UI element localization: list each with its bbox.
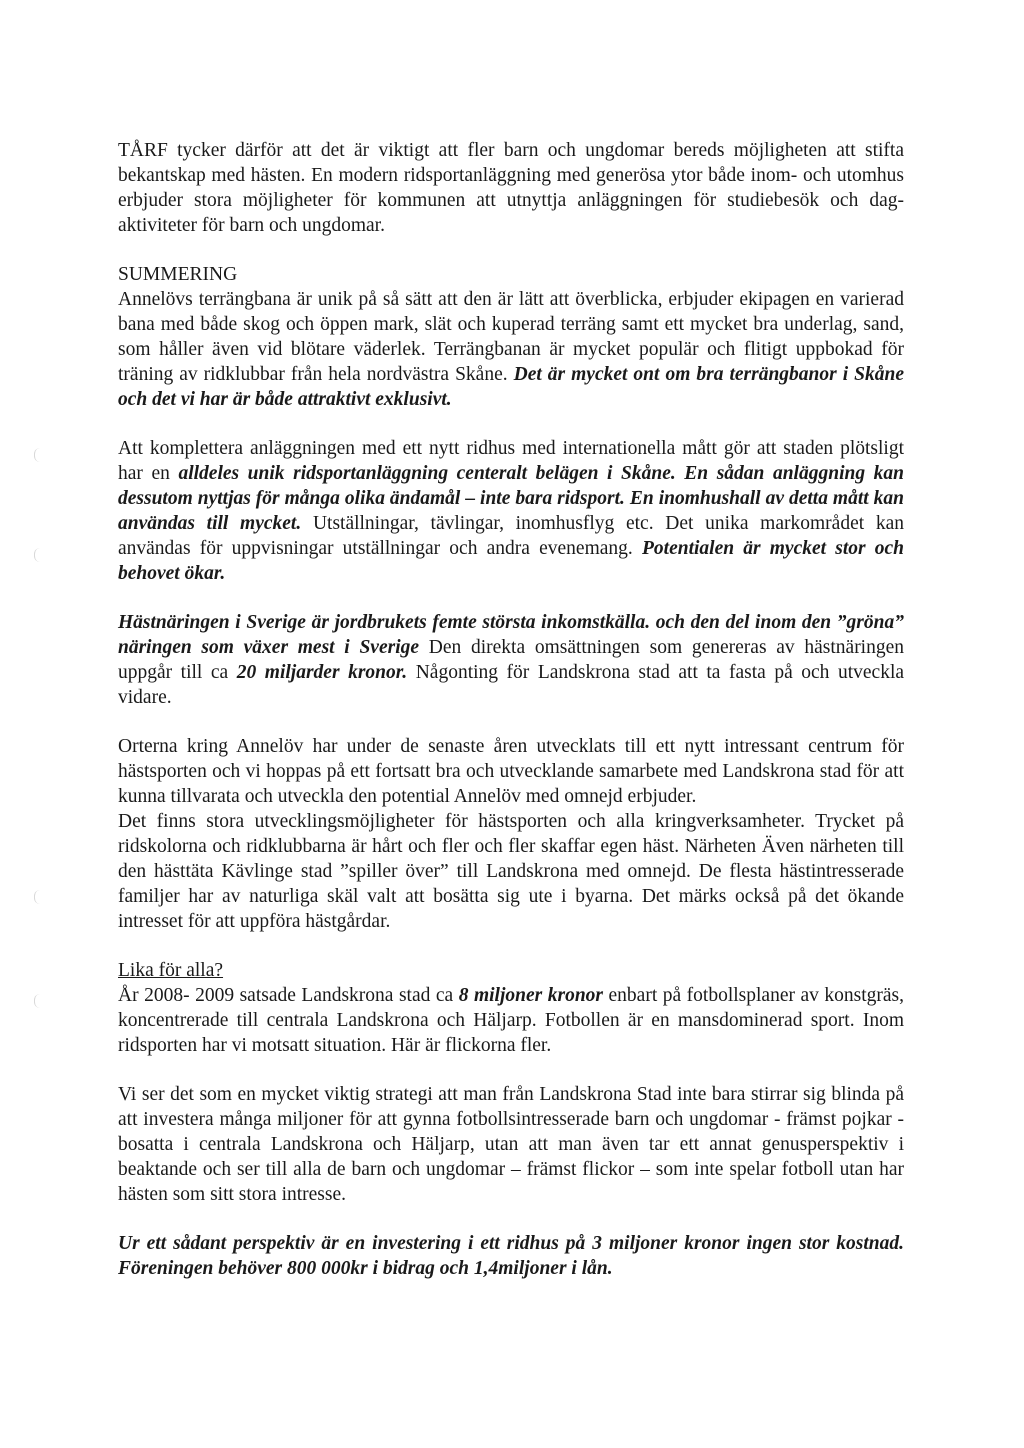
paragraph-terrangbana-text: Annelövs terrängbana är unik på så sätt att den är lätt att överblicka, erbjuder ekipagen en varierad bana med både skog och öppen mark, slät och kuperad terräng samt ett mycket bra underlag, sand, som håller även vid blötare väderlek. Terrängbanan är mycket populär och flitigt uppbokad för träning av ridklubbar från hela nordvästra Skåne. — [118, 289, 904, 385]
heading-lika-for-alla: Lika för alla? — [118, 960, 224, 981]
paragraph-hastnaringen-emphasis-b: 20 miljarder kronor. — [236, 662, 408, 683]
paragraph-fotbollsplaner-emphasis: 8 miljoner kronor — [458, 985, 604, 1006]
scan-artifact — [34, 994, 41, 1008]
document-page — [118, 138, 904, 1281]
paragraph-intro: TÅRF tycker därför att det är viktigt att fler barn och ungdomar bereds möjligheten att stifta bekantskap med hästen. En modern ridsportanläggning med generösa ytor både inom- och utomhus erbjuder stora möjligheter för kommunen att utnyttja anläggningen för studiebesök och dag- aktiviteter för barn och ungdomar. — [118, 140, 904, 236]
paragraph-investering: Ur ett sådant perspektiv är en investering i ett ridhus på 3 miljoner kronor ingen stor kostnad. Föreningen behöver 800 000kr i bidrag och 1,4miljoner i lån. — [118, 1233, 904, 1279]
paragraph-utvecklingsmojligheter: Det finns stora utvecklingsmöjligheter för hästsporten och alla kringverksamheter. Trycket på ridskolorna och ridklubbarna är hårt och fler och fler skaffar egen häst. Närheten Även närheten till den hästtäta Kävlinge stad ”spiller över” till Landskrona med omnejd. De flesta hästintresserade familjer har av naturliga skäl valt att bosätta sig ute i byarna. Det märks också på det ökande intresset för att uppföra hästgårdar. — [118, 811, 904, 932]
scan-artifact — [34, 548, 41, 562]
paragraph-strategi: Vi ser det som en mycket viktig strategi att man från Landskrona Stad inte bara stirrar sig blinda på att investera många miljoner för att gynna fotbollsintresserade barn och ungdomar - främst pojkar - bosatta i centrala Landskrona och Häljarp, utan att man även tar ett annat genusperspektiv i beaktande och ser till alla de barn och ungdomar – främst flickor – som inte spelar fotboll utan har hästen som sitt stora intresse. — [118, 1084, 904, 1205]
paragraph-ridhus-emphasis-a: alldeles unik ridsportanläggning centeralt belägen i Skåne. En sådan anläggning kan dessutom nyttjas för många olika ändamål – inte bara ridsport. En inomhushall av detta mått kan användas till mycket. — [118, 463, 904, 534]
scan-artifact — [34, 890, 41, 904]
paragraph-ridhus-text-b: Utställningar, tävlingar, inomhusflyg etc. Det unika markområdet kan användas för uppvisningar utställningar och andra evenemang. — [118, 513, 905, 559]
paragraph-hastnaringen-text-a: Den direkta omsättningen som genereras av hästnäringen uppgår till ca — [118, 637, 905, 683]
paragraph-fotbollsplaner-text-b: enbart på fotbollsplaner av konstgräs, koncentrerade till centrala Landskrona och Häljarp. Fotbollen är en mansdominerad sport. Inom ridsporten har vi motsatt situation. Här är flickorna fler. — [118, 985, 905, 1056]
paragraph-hastnaringen-emphasis-a: Hästnäringen i Sverige är jordbrukets femte största inkomstkälla. och den del inom den ”gröna” näringen som växer mest i Sverige — [118, 612, 904, 658]
paragraph-terrangbana — [118, 287, 904, 412]
heading-summering: SUMMERING — [118, 264, 238, 285]
paragraph-ridhus — [118, 436, 904, 586]
paragraph-ridhus-emphasis-b: Potentialen är mycket stor och behovet ökar. — [118, 538, 905, 584]
paragraph-annelov: Orterna kring Annelöv har under de senaste åren utvecklats till ett nytt intressant centrum för hästsporten och vi hoppas på ett fortsatt bra och utvecklande samarbete med Landskrona stad för att kunna tillvarata och utveckla den potential Annelöv med omnejd erbjuder. — [118, 736, 904, 807]
paragraph-ridhus-text-a: Att komplettera anläggningen med ett nytt ridhus med internationella mått gör att staden plötsligt har en — [118, 438, 904, 484]
paragraph-hastnaringen — [118, 610, 904, 710]
paragraph-fotbollsplaner-text-a: År 2008- 2009 satsade Landskrona stad ca — [118, 985, 454, 1006]
scan-artifact — [34, 448, 41, 462]
paragraph-terrangbana-emphasis: Det är mycket ont om bra terrängbanor i Skåne och det vi har är både attraktivt exklusivt. — [118, 364, 905, 410]
paragraph-fotbollsplaner — [118, 983, 904, 1058]
paragraph-hastnaringen-text-b: Någonting för Landskrona stad att ta fasta på och utveckla vidare. — [118, 662, 905, 708]
